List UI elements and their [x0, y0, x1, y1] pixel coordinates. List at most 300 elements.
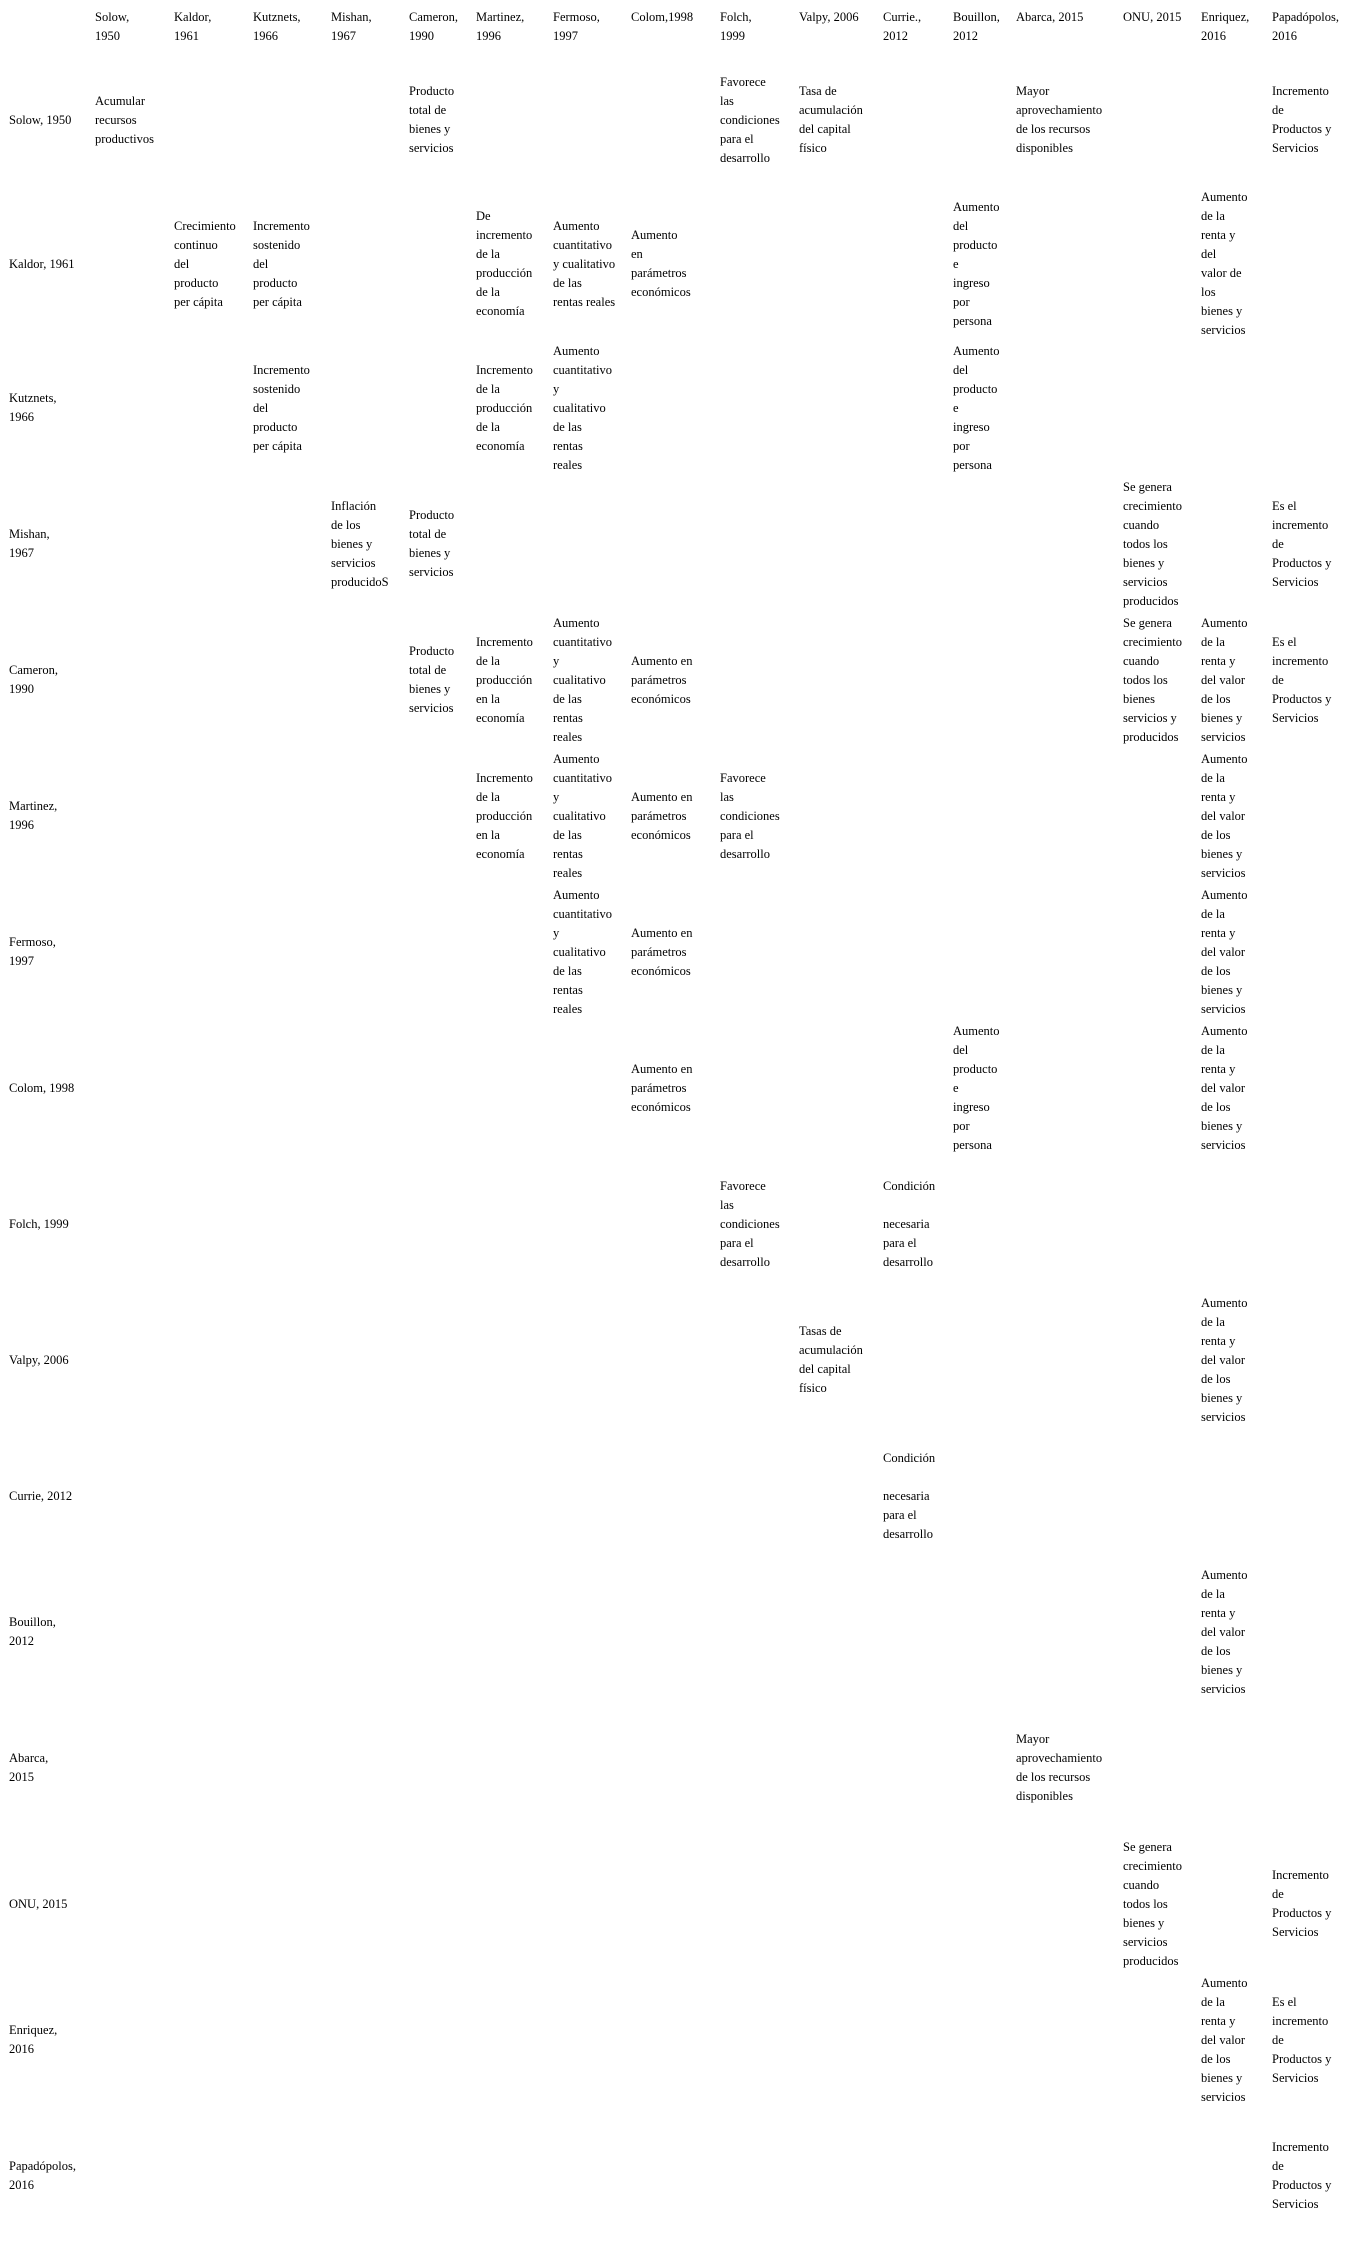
table-cell: Inflación de los bienes y servicios producidoS	[331, 498, 389, 589]
table-cell	[798, 188, 882, 340]
table-cell: Es el incremento de Productos y Servicios	[1272, 498, 1332, 589]
table-cell	[330, 1972, 408, 2108]
table-cell	[94, 188, 173, 340]
table-cell	[1122, 340, 1200, 476]
table-cell	[1015, 1428, 1122, 1564]
table-cell	[1200, 1836, 1271, 1972]
table-cell	[1200, 1428, 1271, 1564]
table-cell	[1271, 1020, 1350, 1156]
table-cell	[330, 612, 408, 748]
table-row	[8, 52, 1350, 188]
table-cell	[1200, 1156, 1271, 1292]
table-cell	[408, 1292, 475, 1428]
row-header: Folch, 1999	[9, 1216, 69, 1231]
table-cell	[408, 1428, 475, 1564]
column-header: ONU, 2015	[1123, 10, 1182, 24]
column-header: Papadópolos, 2016	[1272, 10, 1340, 43]
table-cell	[94, 1428, 173, 1564]
table-cell: Aumento del producto e ingreso por persona	[953, 343, 1000, 472]
row-header: Papadópolos, 2016	[9, 2159, 77, 2192]
table-cell	[630, 1836, 719, 1972]
table-cell: Aumento de la renta y del valor de los bienes y servicios	[1201, 1975, 1248, 2104]
table-cell	[630, 1156, 719, 1292]
table-cell	[94, 1972, 173, 2108]
table-cell	[798, 1972, 882, 2108]
table-cell	[94, 1156, 173, 1292]
column-header: Martinez, 1996	[476, 10, 525, 43]
table-cell	[719, 188, 798, 340]
table-cell	[252, 476, 330, 612]
column-header: Fermoso, 1997	[553, 10, 600, 43]
table-cell: Se genera crecimiento cuando todos los bienes servicios y producidos	[1123, 615, 1182, 744]
table-cell: Condición necesaria para el desarrollo	[883, 1450, 936, 1541]
table-cell	[94, 1020, 173, 1156]
table-cell	[952, 52, 1015, 188]
table-cell	[1271, 748, 1350, 884]
table-cell	[252, 1020, 330, 1156]
row-header: Cameron, 1990	[9, 663, 58, 696]
row-header: Colom, 1998	[9, 1080, 75, 1095]
table-row	[8, 340, 1350, 476]
table-cell: Incremento sostenido del producto per cápita	[253, 218, 310, 309]
row-header: Bouillon, 2012	[9, 1615, 56, 1648]
table-cell	[94, 612, 173, 748]
table-cell	[798, 612, 882, 748]
table-cell	[475, 2108, 552, 2244]
table-cell	[330, 188, 408, 340]
column-header: Solow, 1950	[95, 10, 130, 43]
table-cell	[798, 1700, 882, 1836]
table-cell	[173, 1700, 252, 1836]
table-cell	[475, 1700, 552, 1836]
table-cell	[798, 748, 882, 884]
table-cell	[952, 1972, 1015, 2108]
table-row	[8, 1428, 1350, 1564]
row-header: ONU, 2015	[9, 1896, 68, 1911]
table-cell	[630, 1700, 719, 1836]
table-cell	[552, 1972, 630, 2108]
table-cell	[408, 340, 475, 476]
table-cell	[1122, 2108, 1200, 2244]
table-cell	[1200, 2108, 1271, 2244]
table-cell: Aumento en parámetros económicos	[631, 925, 693, 978]
table-cell	[1271, 1292, 1350, 1428]
table-cell: Crecimiento continuo del producto per cápita	[174, 218, 236, 309]
table-cell	[719, 476, 798, 612]
row-header: Kaldor, 1961	[9, 256, 75, 271]
table-cell	[252, 1428, 330, 1564]
table-cell	[719, 340, 798, 476]
table-cell	[798, 340, 882, 476]
table-cell	[630, 340, 719, 476]
row-header: Valpy, 2006	[9, 1352, 69, 1367]
table-cell	[94, 1292, 173, 1428]
table-cell	[252, 1156, 330, 1292]
table-cell	[1122, 1156, 1200, 1292]
table-cell	[330, 1700, 408, 1836]
table-cell: Aumento cuantitativo y cualitativo de las rentas reales	[553, 343, 613, 472]
table-cell	[1015, 884, 1122, 1020]
table-cell	[1015, 1836, 1122, 1972]
table-cell	[882, 1292, 952, 1428]
table-cell: Aumento en parámetros económicos	[631, 653, 693, 706]
column-header: Valpy, 2006	[799, 10, 859, 24]
header-row	[8, 8, 1350, 52]
table-row	[8, 884, 1350, 1020]
table-cell: Aumento cuantitativo y cualitativo de las rentas reales	[553, 218, 616, 309]
table-cell	[1122, 188, 1200, 340]
row-header: Fermoso, 1997	[9, 935, 56, 968]
table-cell	[252, 1972, 330, 2108]
table-cell	[552, 52, 630, 188]
table-cell	[552, 1292, 630, 1428]
table-cell	[252, 2108, 330, 2244]
table-cell: Incremento de Productos y Servicios	[1272, 2140, 1332, 2211]
table-cell: Aumento de la renta y del valor de los bienes y servicios	[1201, 1023, 1248, 1152]
table-row	[8, 1156, 1350, 1292]
table-cell	[475, 1564, 552, 1700]
table-cell	[882, 1564, 952, 1700]
table-cell	[330, 52, 408, 188]
table-cell	[630, 1972, 719, 2108]
table-cell	[630, 1564, 719, 1700]
table-cell: Condición necesaria para el desarrollo	[883, 1178, 936, 1269]
table-cell	[630, 1292, 719, 1428]
table-cell	[475, 1428, 552, 1564]
table-cell	[882, 884, 952, 1020]
table-cell	[719, 1972, 798, 2108]
table-cell: Producto total de bienes y servicios	[409, 644, 455, 715]
table-cell	[719, 1836, 798, 1972]
table-cell	[408, 1972, 475, 2108]
table-cell	[94, 1700, 173, 1836]
table-cell	[94, 1836, 173, 1972]
table-row	[8, 1972, 1350, 2108]
table-cell: Incremento de la producción en la economía	[476, 634, 533, 725]
table-cell	[1271, 1156, 1350, 1292]
corner-cell	[8, 8, 94, 52]
table-cell	[1271, 1700, 1350, 1836]
table-cell	[1122, 1700, 1200, 1836]
table-cell	[1271, 884, 1350, 1020]
table-cell: Producto total de bienes y servicios	[409, 84, 455, 155]
table-cell	[952, 748, 1015, 884]
table-cell	[1122, 884, 1200, 1020]
table-cell	[408, 1156, 475, 1292]
table-cell	[552, 1428, 630, 1564]
table-cell	[952, 1700, 1015, 1836]
table-cell	[1015, 612, 1122, 748]
table-cell	[252, 1700, 330, 1836]
table-cell	[94, 748, 173, 884]
table-cell	[173, 1564, 252, 1700]
table-cell: Aumento en parámetros económicos	[631, 228, 691, 299]
table-cell: Tasa de acumulación del capital físico	[799, 84, 863, 155]
table-cell	[882, 340, 952, 476]
table-cell	[475, 52, 552, 188]
table-cell: Incremento de la producción en la economía	[476, 770, 533, 861]
table-cell	[798, 1428, 882, 1564]
table-cell	[882, 1700, 952, 1836]
table-cell: Aumento en parámetros económicos	[631, 789, 693, 842]
table-cell: Favorece las condiciones para el desarrollo	[720, 1178, 780, 1269]
table-cell	[719, 1428, 798, 1564]
table-cell	[173, 1020, 252, 1156]
table-cell	[882, 1972, 952, 2108]
table-cell	[1015, 188, 1122, 340]
matrix-body	[8, 52, 1350, 2244]
table-cell	[552, 1020, 630, 1156]
table-cell	[1122, 1292, 1200, 1428]
column-header: Enriquez, 2016	[1201, 10, 1250, 43]
table-cell: Aumento de la renta y del valor de los bienes y servicios	[1201, 190, 1248, 337]
table-cell: Es el incremento de Productos y Servicios	[1272, 1994, 1332, 2085]
row-header: Mishan, 1967	[9, 527, 50, 560]
table-cell: Aumento del producto e ingreso por persona	[953, 199, 1000, 328]
table-cell	[552, 1564, 630, 1700]
table-cell	[552, 476, 630, 612]
table-row	[8, 612, 1350, 748]
table-cell	[475, 884, 552, 1020]
table-cell	[719, 1292, 798, 1428]
table-cell	[952, 612, 1015, 748]
table-cell: Aumento de la renta y del valor de los bienes y servicios	[1201, 1295, 1248, 1424]
table-cell	[798, 884, 882, 1020]
table-cell: Es el incremento de Productos y Servicios	[1272, 634, 1332, 725]
table-row	[8, 1836, 1350, 1972]
table-cell	[173, 340, 252, 476]
table-cell: Aumento del producto e ingreso por persona	[953, 1023, 1000, 1152]
table-cell	[173, 1292, 252, 1428]
table-cell	[1122, 1972, 1200, 2108]
table-cell: Incremento de la producción de la economía	[476, 362, 533, 453]
table-cell	[330, 1428, 408, 1564]
table-cell	[1271, 188, 1350, 340]
table-cell	[252, 52, 330, 188]
column-header: Currie., 2012	[883, 10, 922, 43]
row-header: Kutznets, 1966	[9, 391, 57, 424]
table-cell	[719, 1564, 798, 1700]
table-cell	[330, 1020, 408, 1156]
table-cell	[1200, 476, 1271, 612]
table-cell: Aumento de la renta y del valor de los bienes y servicios	[1201, 887, 1248, 1016]
table-cell	[882, 612, 952, 748]
table-cell	[173, 2108, 252, 2244]
table-cell	[475, 476, 552, 612]
table-cell: De incremento de la producción de la economía	[476, 209, 533, 318]
table-cell	[552, 1156, 630, 1292]
table-row	[8, 1292, 1350, 1428]
table-cell	[475, 1156, 552, 1292]
row-header: Solow, 1950	[9, 112, 72, 127]
table-cell	[173, 52, 252, 188]
table-cell	[952, 2108, 1015, 2244]
table-cell	[798, 1836, 882, 1972]
table-cell	[408, 884, 475, 1020]
table-row	[8, 2108, 1350, 2244]
table-cell	[94, 884, 173, 1020]
table-cell: Aumento cuantitativo y cualitativo de las rentas reales	[553, 615, 613, 744]
table-cell	[1271, 340, 1350, 476]
table-cell	[1015, 748, 1122, 884]
table-cell	[1015, 1156, 1122, 1292]
table-cell	[882, 1020, 952, 1156]
table-cell	[173, 476, 252, 612]
table-cell: Aumento cuantitativo y cualitativo de las rentas reales	[553, 751, 613, 880]
table-cell	[1122, 1564, 1200, 1700]
table-cell	[475, 1972, 552, 2108]
table-cell: Tasas de acumulación del capital físico	[799, 1324, 863, 1395]
table-cell	[330, 1836, 408, 1972]
table-cell	[1200, 1700, 1271, 1836]
table-cell	[798, 476, 882, 612]
table-row	[8, 1564, 1350, 1700]
table-cell	[719, 2108, 798, 2244]
table-cell: Aumento de la renta y del valor de los bienes y servicios	[1201, 751, 1248, 880]
table-cell: Favorece las condiciones para el desarrollo	[720, 74, 780, 165]
table-cell	[330, 1156, 408, 1292]
table-cell	[408, 1564, 475, 1700]
row-header: Martinez, 1996	[9, 799, 58, 832]
table-cell	[630, 52, 719, 188]
table-cell: Incremento de Productos y Servicios	[1272, 84, 1332, 155]
table-cell	[252, 884, 330, 1020]
table-cell	[719, 612, 798, 748]
table-cell	[330, 748, 408, 884]
table-cell: Acumular recursos productivos	[95, 93, 155, 146]
table-cell	[252, 1836, 330, 1972]
table-cell	[252, 1292, 330, 1428]
table-cell	[952, 1564, 1015, 1700]
table-cell	[719, 884, 798, 1020]
table-cell	[798, 1156, 882, 1292]
table-cell	[408, 1020, 475, 1156]
table-cell	[952, 1156, 1015, 1292]
table-cell	[173, 1836, 252, 1972]
table-cell: Se genera crecimiento cuando todos los bienes y servicios producidos	[1123, 1839, 1182, 1968]
table-cell	[952, 884, 1015, 1020]
table-cell	[408, 2108, 475, 2244]
column-header: Abarca, 2015	[1016, 10, 1084, 24]
table-cell	[1122, 52, 1200, 188]
table-row	[8, 188, 1350, 340]
table-cell	[475, 1292, 552, 1428]
table-cell	[94, 340, 173, 476]
table-cell	[882, 52, 952, 188]
table-cell	[1015, 2108, 1122, 2244]
author-comparison-matrix	[8, 8, 1350, 2244]
table-cell	[719, 1700, 798, 1836]
table-cell	[882, 1836, 952, 1972]
column-header: Colom,1998	[631, 10, 694, 24]
table-cell	[173, 1428, 252, 1564]
table-cell	[330, 1564, 408, 1700]
table-cell	[552, 1836, 630, 1972]
table-cell: Aumento de la renta y del valor de los bienes y servicios	[1201, 615, 1248, 744]
table-cell	[552, 2108, 630, 2244]
table-cell	[330, 340, 408, 476]
table-cell: Mayor aprovechamiento de los recursos disponibles	[1016, 84, 1103, 155]
table-cell: Favorece las condiciones para el desarrollo	[720, 770, 780, 861]
table-cell	[1200, 340, 1271, 476]
column-header: Folch, 1999	[720, 10, 752, 43]
table-cell	[719, 1020, 798, 1156]
table-cell	[882, 2108, 952, 2244]
table-cell	[173, 1156, 252, 1292]
table-cell	[882, 188, 952, 340]
table-cell	[1271, 1564, 1350, 1700]
table-cell	[952, 1428, 1015, 1564]
table-cell: Incremento de Productos y Servicios	[1272, 1868, 1332, 1939]
table-row	[8, 1020, 1350, 1156]
table-cell	[952, 476, 1015, 612]
table-cell	[630, 476, 719, 612]
table-row	[8, 1700, 1350, 1836]
column-header: Cameron, 1990	[409, 10, 458, 43]
table-cell	[630, 1428, 719, 1564]
table-cell	[173, 1972, 252, 2108]
column-header: Bouillon, 2012	[953, 10, 1000, 43]
table-cell	[252, 1564, 330, 1700]
table-cell	[94, 1564, 173, 1700]
table-cell: Incremento sostenido del producto per cápita	[253, 362, 310, 453]
table-cell	[630, 2108, 719, 2244]
table-cell	[1200, 52, 1271, 188]
table-cell	[1271, 1428, 1350, 1564]
column-header: Kutznets, 1966	[253, 10, 301, 43]
table-row	[8, 748, 1350, 884]
table-cell: Aumento de la renta y del valor de los bienes y servicios	[1201, 1567, 1248, 1696]
table-cell	[475, 1836, 552, 1972]
row-header: Abarca, 2015	[9, 1751, 49, 1784]
row-header: Currie, 2012	[9, 1488, 73, 1503]
column-header: Mishan, 1967	[331, 10, 372, 43]
table-cell	[552, 1700, 630, 1836]
table-cell: Producto total de bienes y servicios	[409, 508, 455, 579]
table-cell	[882, 476, 952, 612]
table-cell: Aumento en parámetros económicos	[631, 1061, 693, 1114]
table-cell	[1015, 1292, 1122, 1428]
table-cell	[94, 2108, 173, 2244]
table-cell	[1015, 476, 1122, 612]
table-cell	[330, 2108, 408, 2244]
table-cell	[252, 748, 330, 884]
table-cell	[1122, 748, 1200, 884]
table-cell	[173, 612, 252, 748]
table-cell	[94, 476, 173, 612]
table-cell	[475, 1020, 552, 1156]
table-row	[8, 476, 1350, 612]
table-cell	[1015, 340, 1122, 476]
table-cell	[408, 1700, 475, 1836]
table-cell	[1015, 1564, 1122, 1700]
table-cell	[798, 2108, 882, 2244]
column-header: Kaldor, 1961	[174, 10, 212, 43]
table-cell	[1122, 1020, 1200, 1156]
table-cell	[252, 612, 330, 748]
table-cell: Aumento cuantitativo y cualitativo de las rentas reales	[553, 887, 613, 1016]
table-cell	[952, 1836, 1015, 1972]
table-cell	[330, 1292, 408, 1428]
table-cell: Mayor aprovechamiento de los recursos disponibles	[1016, 1732, 1103, 1803]
table-cell	[408, 748, 475, 884]
table-cell	[173, 884, 252, 1020]
table-cell	[1015, 1972, 1122, 2108]
table-cell	[798, 1564, 882, 1700]
table-cell	[952, 1292, 1015, 1428]
table-cell	[882, 748, 952, 884]
table-cell	[173, 748, 252, 884]
